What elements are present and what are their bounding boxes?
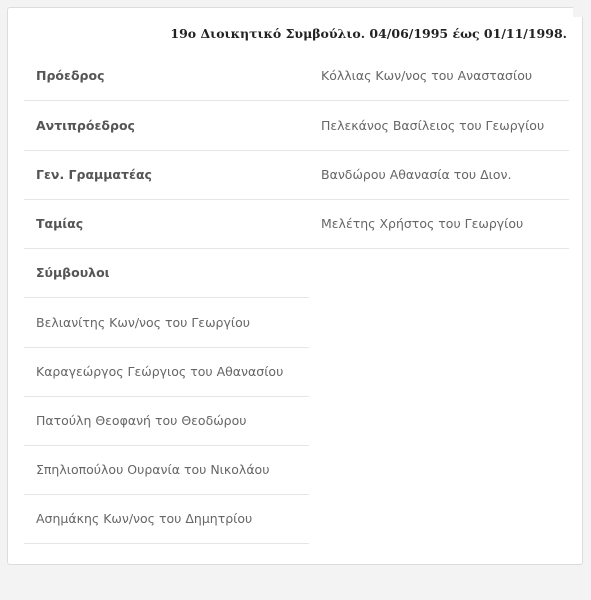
role-row-vice-president [24,101,569,151]
member-name: Βελιανίτης Κων/νος του Γεωργίου [36,315,250,330]
card-corner [573,7,583,17]
member-row [24,396,309,446]
role-row-treasurer [24,199,569,249]
board-title: 19ο Διοικητικό Συμβούλιο. 04/06/1995 έως 01/11/1998. [170,26,567,41]
member-name: Πατούλη Θεοφανή του Θεοδώρου [36,413,247,428]
role-holder-name: Βανδώρου Αθανασία του Διον. [321,167,512,182]
members-section-header [24,248,309,298]
member-row [24,494,309,544]
role-label: Αντιπρόεδρος [36,118,135,133]
member-row [24,298,309,348]
member-name: Ασημάκης Κων/νος του Δημητρίου [36,511,253,526]
role-row-general-secretary [24,150,569,200]
role-label: Ταμίας [36,216,84,231]
role-holder-name: Μελέτης Χρήστος του Γεωργίου [321,216,524,231]
member-name: Σπηλιοπούλου Ουρανία του Νικολάου [36,462,270,477]
board-card [7,7,583,565]
member-row [24,347,309,397]
role-label: Γεν. Γραμματέας [36,167,152,182]
role-label: Πρόεδρος [36,68,105,83]
members-section-label: Σύμβουλοι [36,265,110,280]
member-name: Καραγεώργος Γεώργιος του Αθανασίου [36,364,284,379]
member-row [24,445,309,495]
role-holder-name: Πελεκάνος Βασίλειος του Γεωργίου [321,118,545,133]
role-row-president [24,51,569,101]
role-holder-name: Κόλλιας Κων/νος του Αναστασίου [321,68,533,83]
